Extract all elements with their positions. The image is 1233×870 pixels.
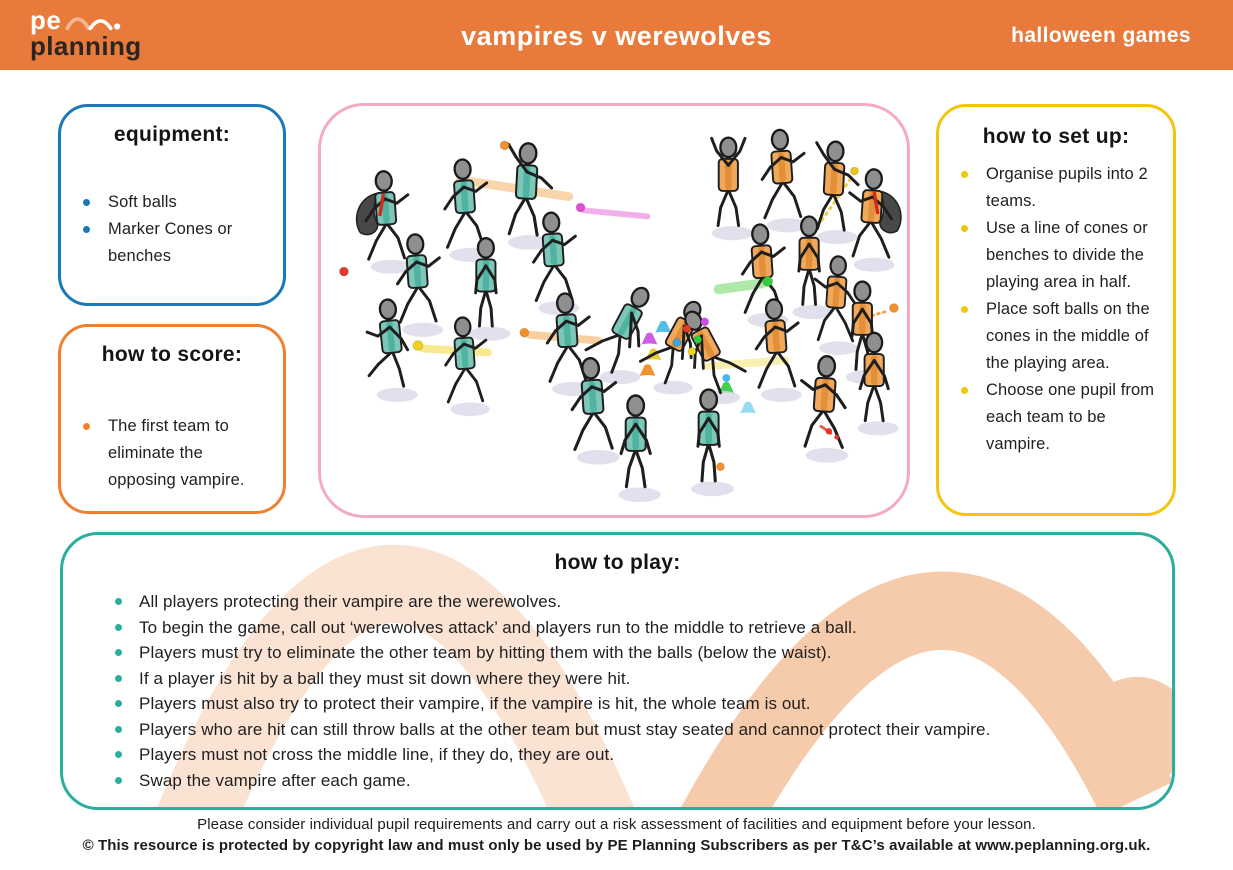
- bullet-text: Players must also try to protect their vampire, if the vampire is hit, the whole team is out.: [139, 694, 811, 713]
- bullet-dot-icon: [115, 726, 122, 733]
- how-to-play-item: [115, 717, 1152, 743]
- bullet-text: Use a line of cones or benches to divide the playing area in half.: [986, 219, 1148, 291]
- bullet-dot-icon: [83, 226, 90, 233]
- bullet-text: Organise pupils into 2 teams.: [986, 165, 1148, 210]
- bullet-text: The first team to eliminate the opposing vampire.: [108, 417, 245, 489]
- header-bar: [0, 0, 1233, 70]
- how-to-set-up-item: [961, 215, 1165, 296]
- bullet-dot-icon: [115, 700, 122, 707]
- bullet-dot-icon: [115, 777, 122, 784]
- bullet-dot-icon: [83, 199, 90, 206]
- page-title: vampires v werewolves: [461, 21, 772, 51]
- how-to-play-box: [60, 532, 1175, 810]
- footer: [0, 816, 1233, 854]
- bullet-text: All players protecting their vampire are the werewolves.: [139, 592, 562, 611]
- how-to-play-item: [115, 742, 1152, 768]
- bullet-text: Soft balls: [108, 193, 177, 211]
- how-to-play-item: [115, 640, 1152, 666]
- how-to-play-list: [63, 589, 1172, 793]
- bullet-text: Players must not cross the middle line, if they do, they are out.: [139, 745, 615, 764]
- bullet-text: To begin the game, call out ‘werewolves attack’ and players run to the middle to retrieve a ball.: [139, 617, 857, 637]
- how-to-play-item: [115, 615, 1152, 641]
- how-to-play-content: [63, 551, 1172, 793]
- logo-text-pe: pe: [30, 5, 62, 35]
- bullet-dot-icon: [961, 171, 968, 178]
- how-to-set-up-title: how to set up:: [982, 125, 1130, 148]
- equipment-box: [58, 104, 286, 306]
- how-to-score-list: [61, 413, 283, 494]
- footer-note: Please consider individual pupil requirements and carry out a risk assessment of facilities and equipment before your lesson.: [197, 816, 1036, 833]
- how-to-set-up-item: [961, 161, 1165, 215]
- bullet-text: If a player is hit by a ball they must sit down where they were hit.: [139, 668, 631, 688]
- bullet-text: Players must try to eliminate the other team by hitting them with the balls (below the waist).: [139, 643, 832, 662]
- game-illustration: [321, 106, 907, 515]
- how-to-score-box: [58, 324, 286, 514]
- logo-text-planning: planning: [30, 31, 142, 61]
- equipment-item: [83, 189, 271, 216]
- how-to-score-title: how to score:: [101, 343, 243, 366]
- how-to-play-item: [115, 589, 1152, 615]
- bullet-dot-icon: [115, 751, 122, 758]
- bullet-text: Swap the vampire after each game.: [139, 770, 411, 790]
- how-to-set-up-item: [961, 296, 1165, 377]
- how-to-play-item: [115, 768, 1152, 794]
- bullet-dot-icon: [115, 649, 122, 656]
- bullet-dot-icon: [83, 423, 90, 430]
- equipment-item: [83, 216, 271, 270]
- illustration-frame: [318, 103, 910, 518]
- bullet-text: Choose one pupil from each team to be vampire.: [986, 381, 1155, 453]
- bullet-dot-icon: [961, 225, 968, 232]
- how-to-set-up-box: [936, 104, 1176, 516]
- bullet-text: Place soft balls on the cones in the middle of the playing area.: [986, 300, 1150, 372]
- bullet-dot-icon: [115, 598, 122, 605]
- bullet-dot-icon: [115, 675, 122, 682]
- how-to-play-item: [115, 666, 1152, 692]
- how-to-set-up-list: [939, 161, 1173, 458]
- category-label: halloween games: [1011, 24, 1191, 47]
- how-to-score-item: [83, 413, 271, 494]
- bullet-text: Marker Cones or benches: [108, 220, 233, 265]
- bullet-text: Players who are hit can still throw balls at the other team but must stay seated and cannot protect their vampire.: [139, 719, 991, 739]
- how-to-play-item: [115, 691, 1152, 717]
- equipment-title: equipment:: [113, 123, 231, 146]
- bullet-dot-icon: [961, 306, 968, 313]
- bullet-dot-icon: [961, 387, 968, 394]
- how-to-play-title: how to play:: [554, 551, 681, 574]
- footer-copyright: © This resource is protected by copyright law and must only be used by PE Planning Subscribers as per T&C’s available at www.peplanning.org.uk.: [82, 837, 1151, 854]
- equipment-list: [61, 189, 283, 270]
- bullet-dot-icon: [115, 624, 122, 631]
- how-to-set-up-item: [961, 377, 1165, 458]
